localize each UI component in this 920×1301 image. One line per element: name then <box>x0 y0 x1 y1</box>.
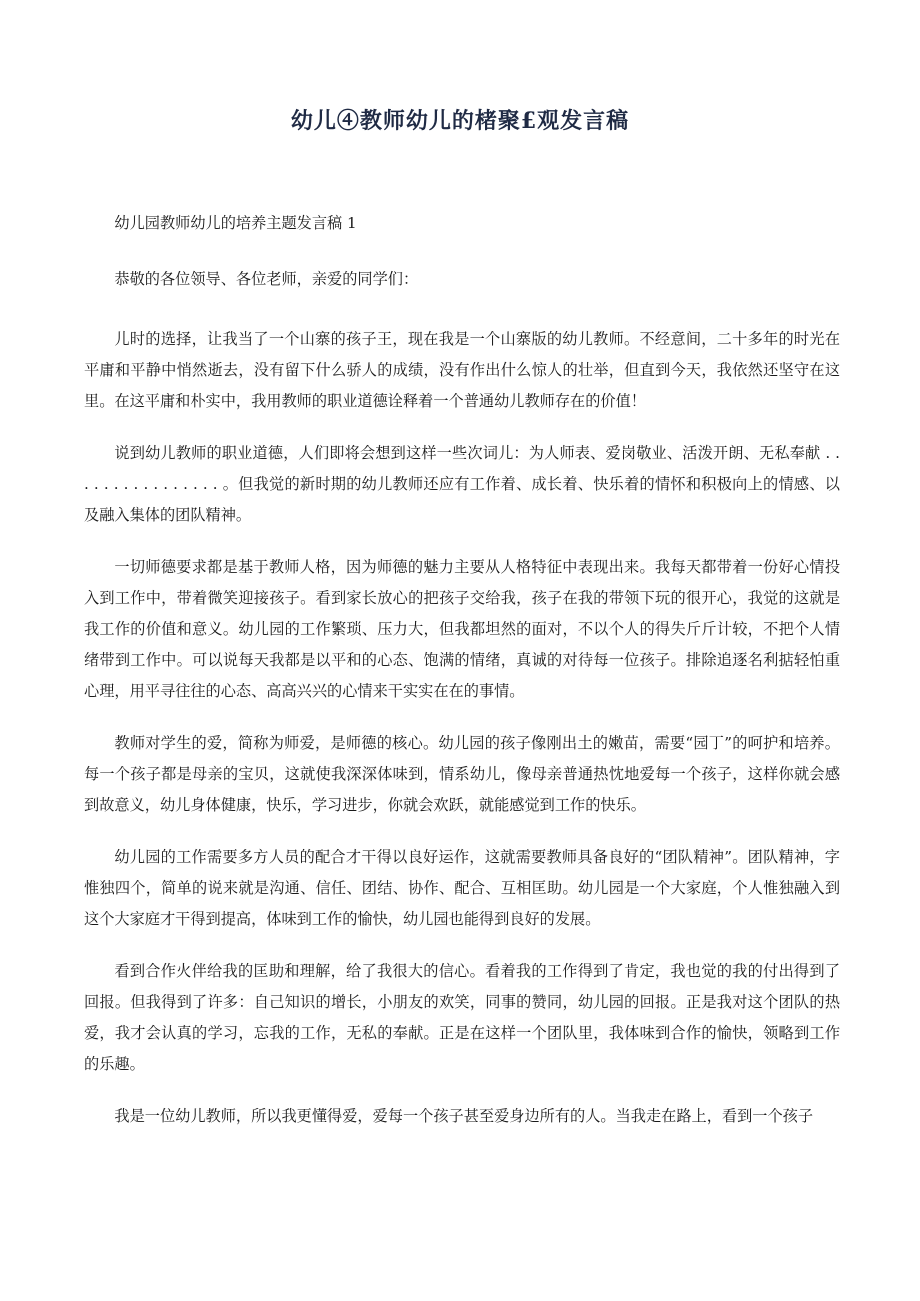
paragraph: 儿时的选择，让我当了一个山寨的孩子王，现在我是一个山寨版的幼儿教师。不经意间，二十多年的时光在平庸和平静中悄然逝去，没有留下什么骄人的成绩，没有作出什么惊人的壮举，但直到今天，我依然还坚守在这里。在这平庸和朴实中，我用教师的职业道德诠释着一个普通幼儿教师存在的价值！ <box>84 330 840 410</box>
paragraph: 看到合作火伴给我的匡助和理解，给了我很大的信心。看着我的工作得到了肯定，我也觉的我的付出得到了回报。但我得到了许多：自己知识的增长，小朋友的欢笑，同事的赞同，幼儿园的回报。正是我对这个团队的热爱，我才会认真的学习，忘我的工作，无私的奉献。正是在这样一个团队里，我体味到合作的愉快，领略到工作的乐趣。 <box>84 962 840 1073</box>
salutation: 恭敬的各位领导、各位老师，亲爱的同学们： <box>114 270 419 288</box>
paragraph: 幼儿园的工作需要多方人员的配合才干得以良好运作，这就需要教师具备良好的“团队精神”。团队精神，字惟独四个，简单的说来就是沟通、信任、团结、协作、配合、互相匡助。幼儿园是一个大家庭，个人惟独融入到这个大家庭才干得到提高，体味到工作的愉快，幼儿园也能得到良好的发展。 <box>84 848 840 928</box>
page-title: 幼儿④教师幼儿的楮聚£观发言稿 <box>290 108 630 134</box>
document-body <box>84 212 840 1153</box>
paragraph: 教师对学生的爱，简称为师爱，是师德的核心。幼儿园的孩子像刚出土的嫩苗，需要“园丁”的呵护和培养。每一个孩子都是母亲的宝贝，这就使我深深体味到，情系幼儿，像母亲普通热忱地爱每一个孩子，这样你就会感到故意义，幼儿身体健康，快乐，学习进步，你就会欢跃，就能感觉到工作的快乐。 <box>84 734 840 814</box>
section-heading: 幼儿园教师幼儿的培养主题发言稿 1 <box>114 214 357 232</box>
paragraph: 说到幼儿教师的职业道德，人们即将会想到这样一些次词儿：为人师表、爱岗敬业、活泼开朗、无私奉献 . . . . . . . . . . . . . . . . 。但我觉的新时期的幼儿教师还应有工作着、成长着、快乐着的情怀和积极向上的情感、以及融入集体的团队精神。 <box>84 444 840 524</box>
paragraph: 我是一位幼儿教师，所以我更懂得爱，爱每一个孩子甚至爱身边所有的人。当我走在路上，看到一个孩子 <box>114 1107 814 1125</box>
paragraph: 一切师德要求都是基于教师人格，因为师德的魅力主要从人格特征中表现出来。我每天都带着一份好心情投入到工作中，带着微笑迎接孩子。看到家长放心的把孩子交给我，孩子在我的带领下玩的很开心，我觉的这就是我工作的价值和意义。幼儿园的工作繁琐、压力大，但我都坦然的面对，不以个人的得失斤斤计较，不把个人情绪带到工作中。可以说每天我都是以平和的心态、饱满的情绪，真诚的对待每一位孩子。排除追逐名利掂轻怕重心理，用平寻往往的心态、高高兴兴的心情来干实实在在的事情。 <box>84 558 840 700</box>
